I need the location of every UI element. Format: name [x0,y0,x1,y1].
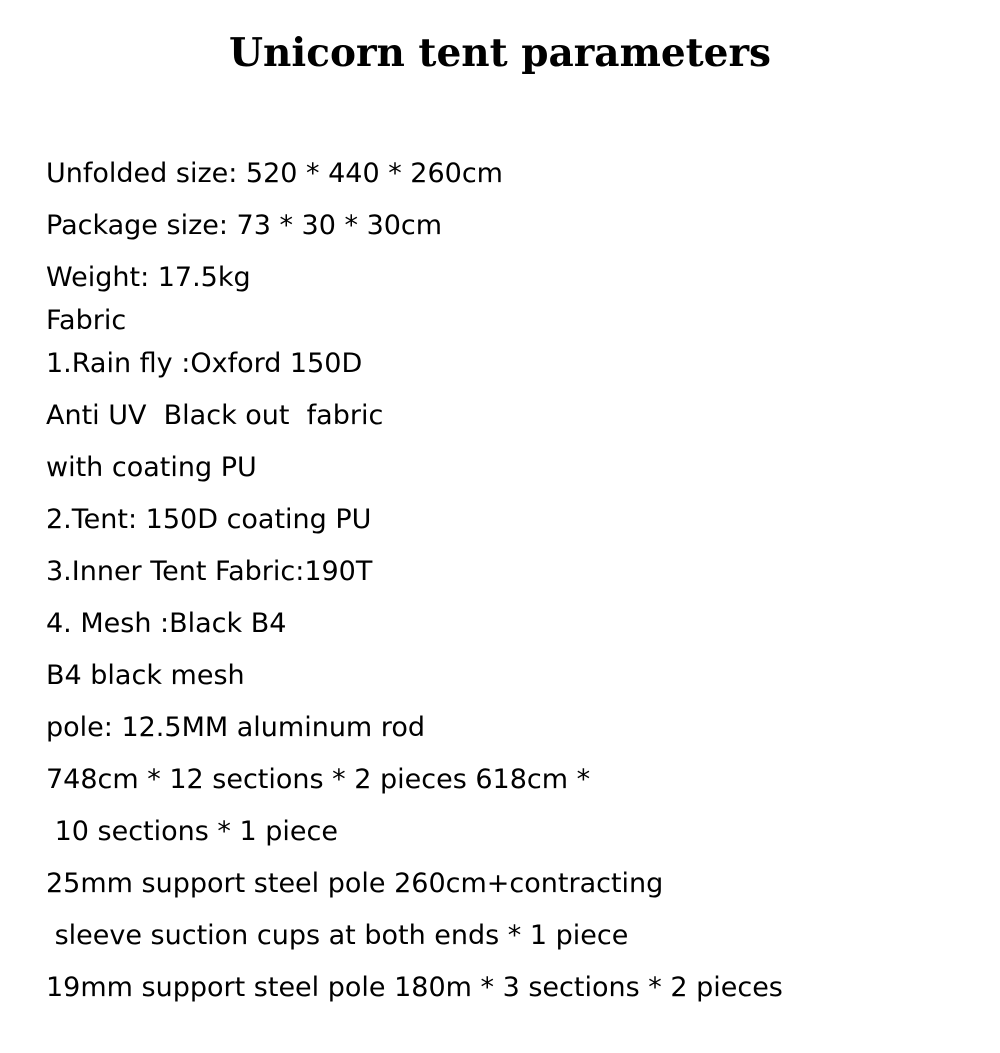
spec-line: Unfolded size: 520 * 440 * 260cm [46,158,503,189]
spec-line: with coating PU [46,452,257,483]
spec-line: pole: 12.5MM aluminum rod [46,712,425,743]
spec-line: 10 sections * 1 piece [46,816,338,847]
spec-line: 748cm * 12 sections * 2 pieces 618cm * [46,764,591,795]
spec-line: 3.Inner Tent Fabric:190T [46,556,373,587]
spec-line: 25mm support steel pole 260cm+contracting [46,868,664,899]
spec-line: 1.Rain fly :Oxford 150D [46,348,363,379]
spec-line: B4 black mesh [46,660,245,691]
spec-line: sleeve suction cups at both ends * 1 piece [46,920,629,951]
spec-line: Fabric [46,305,127,336]
spec-line: Package size: 73 * 30 * 30cm [46,210,443,241]
spec-line: 19mm support steel pole 180m * 3 sections * 2 pieces [46,972,783,1003]
page-title: Unicorn tent parameters [229,30,771,76]
spec-line: 4. Mesh :Black B4 [46,608,287,639]
spec-line: Weight: 17.5kg [46,262,251,293]
spec-line: 2.Tent: 150D coating PU [46,504,372,535]
specification-list [46,148,966,1014]
spec-line: Anti UV Black out fabric [46,400,384,431]
